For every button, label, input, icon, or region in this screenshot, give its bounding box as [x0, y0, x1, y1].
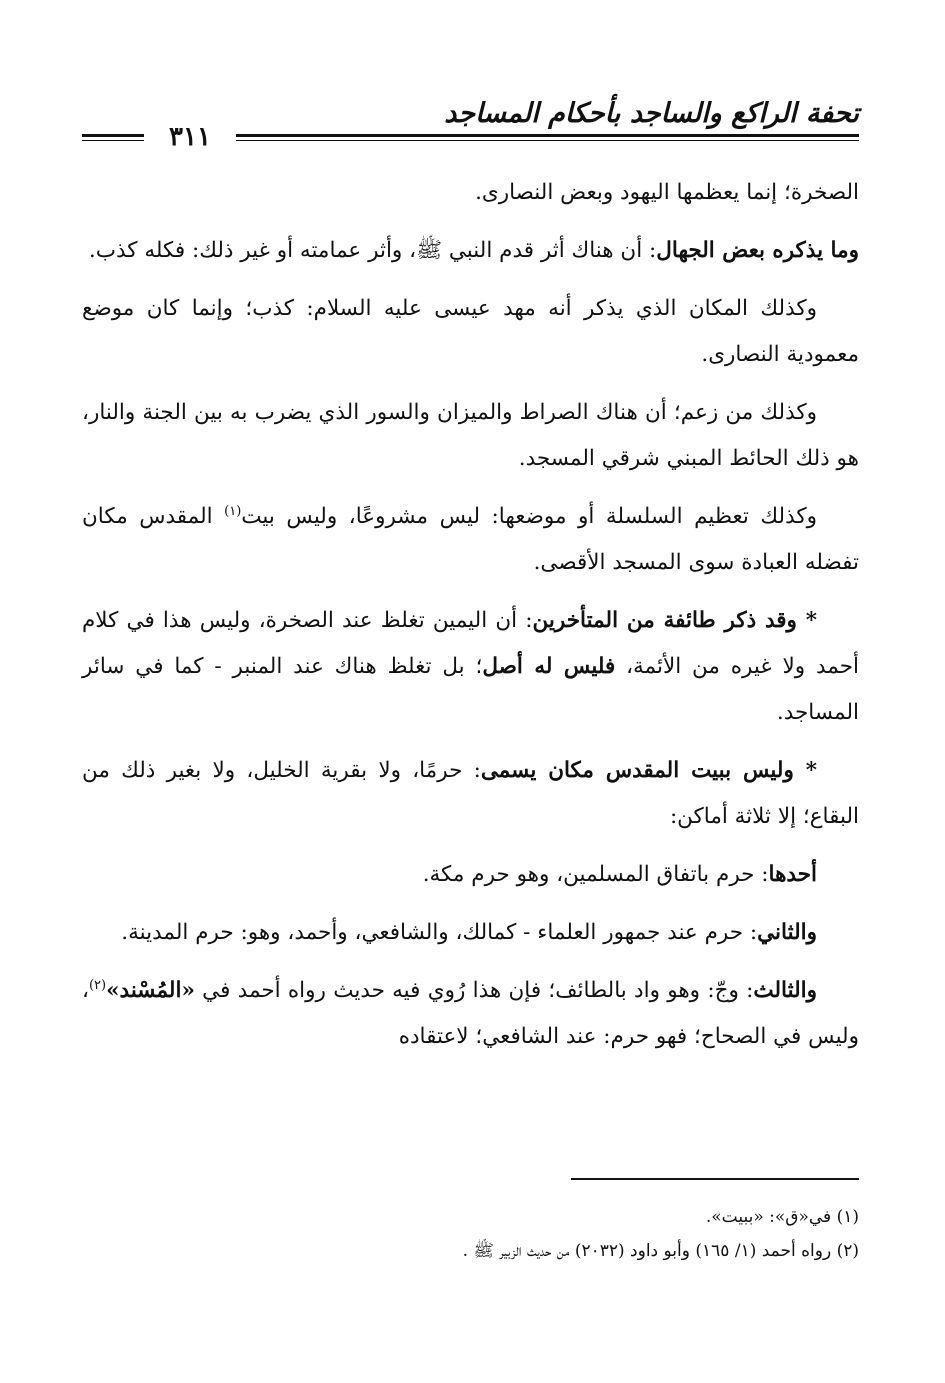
paragraph-6 — [82, 598, 859, 736]
paragraph-text: وكذلك من زعم؛ أن هناك الصراط والميزان والسور الذي يضرب به بين الجنة والنار، هو ذلك الحائط المبني شرقي المسجد. — [82, 400, 859, 471]
paragraph-2 — [82, 228, 859, 274]
paragraph-text: وكذلك تعظيم السلسلة أو موضعها: ليس مشروعًا، وليس بيت — [241, 504, 817, 529]
paragraph-text: الصخرة؛ إنما يعظمها اليهود وبعض النصارى. — [475, 180, 859, 205]
paragraph-lead: * وليس ببيت المقدس مكان يسمى — [480, 758, 817, 783]
paragraph-5 — [82, 494, 859, 586]
paragraph-4 — [82, 390, 859, 482]
paragraph-emphasis: «المُسْند» — [106, 978, 195, 1003]
body-text — [82, 170, 859, 1072]
paragraph-8 — [82, 852, 859, 898]
footnote-separator — [571, 1178, 859, 1180]
header-rule-left — [82, 134, 144, 141]
paragraph-text: : أن اليمين تغلظ عند الصخرة، وليس هذا في كلام أحمد ولا غيره من الأئمة، — [82, 608, 859, 679]
paragraph-lead: أحدها — [768, 862, 817, 887]
footnotes — [82, 1200, 859, 1268]
footnote-ref-1[interactable]: (١) — [224, 503, 242, 519]
paragraph-text: ؛ بل تغلظ هناك عند المنبر - كما في سائر المساجد. — [82, 654, 859, 725]
paragraph-7 — [82, 748, 859, 840]
paragraph-emphasis: فليس له أصل — [482, 654, 616, 679]
paragraph-9 — [82, 910, 859, 956]
paragraph-text: : حرم عند جمهور العلماء - كمالك، والشافعي، وأحمد، وهو: حرم المدينة. — [121, 920, 758, 945]
paragraph-text: : حرمًا، ولا بقرية الخليل، ولا بغير ذلك من البقاع؛ إلا ثلاثة أماكن: — [82, 758, 859, 829]
paragraph-3 — [82, 286, 859, 378]
paragraph-text: وكذلك المكان الذي يذكر أنه مهد عيسى عليه السلام: كذب؛ وإنما كان موضع معمودية النصارى. — [82, 296, 859, 367]
paragraph-10 — [82, 968, 859, 1060]
footnote-1: (١) في«ق»: «ببيت». — [705, 1207, 859, 1227]
paragraph-lead: وما يذكره بعض الجهال — [656, 238, 859, 263]
footnote-ref-2[interactable]: (٢) — [88, 977, 107, 993]
paragraph-text: : حرم باتفاق المسلمين، وهو حرم مكة. — [422, 862, 769, 887]
paragraph-text: ، وليس في الصحاح؛ فهو حرم: عند الشافعي؛ لاعتقاده — [82, 978, 859, 1049]
paragraph-lead: والثاني — [757, 920, 817, 945]
paragraph-lead: والثالث — [753, 978, 817, 1003]
paragraph-lead: * وقد ذكر طائفة من المتأخرين — [532, 608, 817, 633]
header-rule-right — [236, 134, 859, 141]
paragraph-text: : وجّ: وهو واد بالطائف؛ فإن هذا رُوي فيه حديث رواه أحمد في — [194, 978, 754, 1003]
paragraph-text: المقدس مكان تفضله العبادة سوى المسجد الأقصى. — [82, 504, 859, 575]
running-title: تحفة الراكع والساجد بأحكام المساجد — [444, 98, 859, 129]
footnote-2: (٢) رواه أحمد (١/ ١٦٥) وأبو داود (٢٠٣٢) من حديث الزبير ﷺ . — [462, 1241, 859, 1261]
paragraph-1 — [82, 170, 859, 216]
paragraph-text: : أن هناك أثر قدم النبي ﷺ، وأثر عمامته أو غير ذلك: فكله كذب. — [88, 238, 657, 263]
page-number: ٣١١ — [169, 122, 211, 152]
